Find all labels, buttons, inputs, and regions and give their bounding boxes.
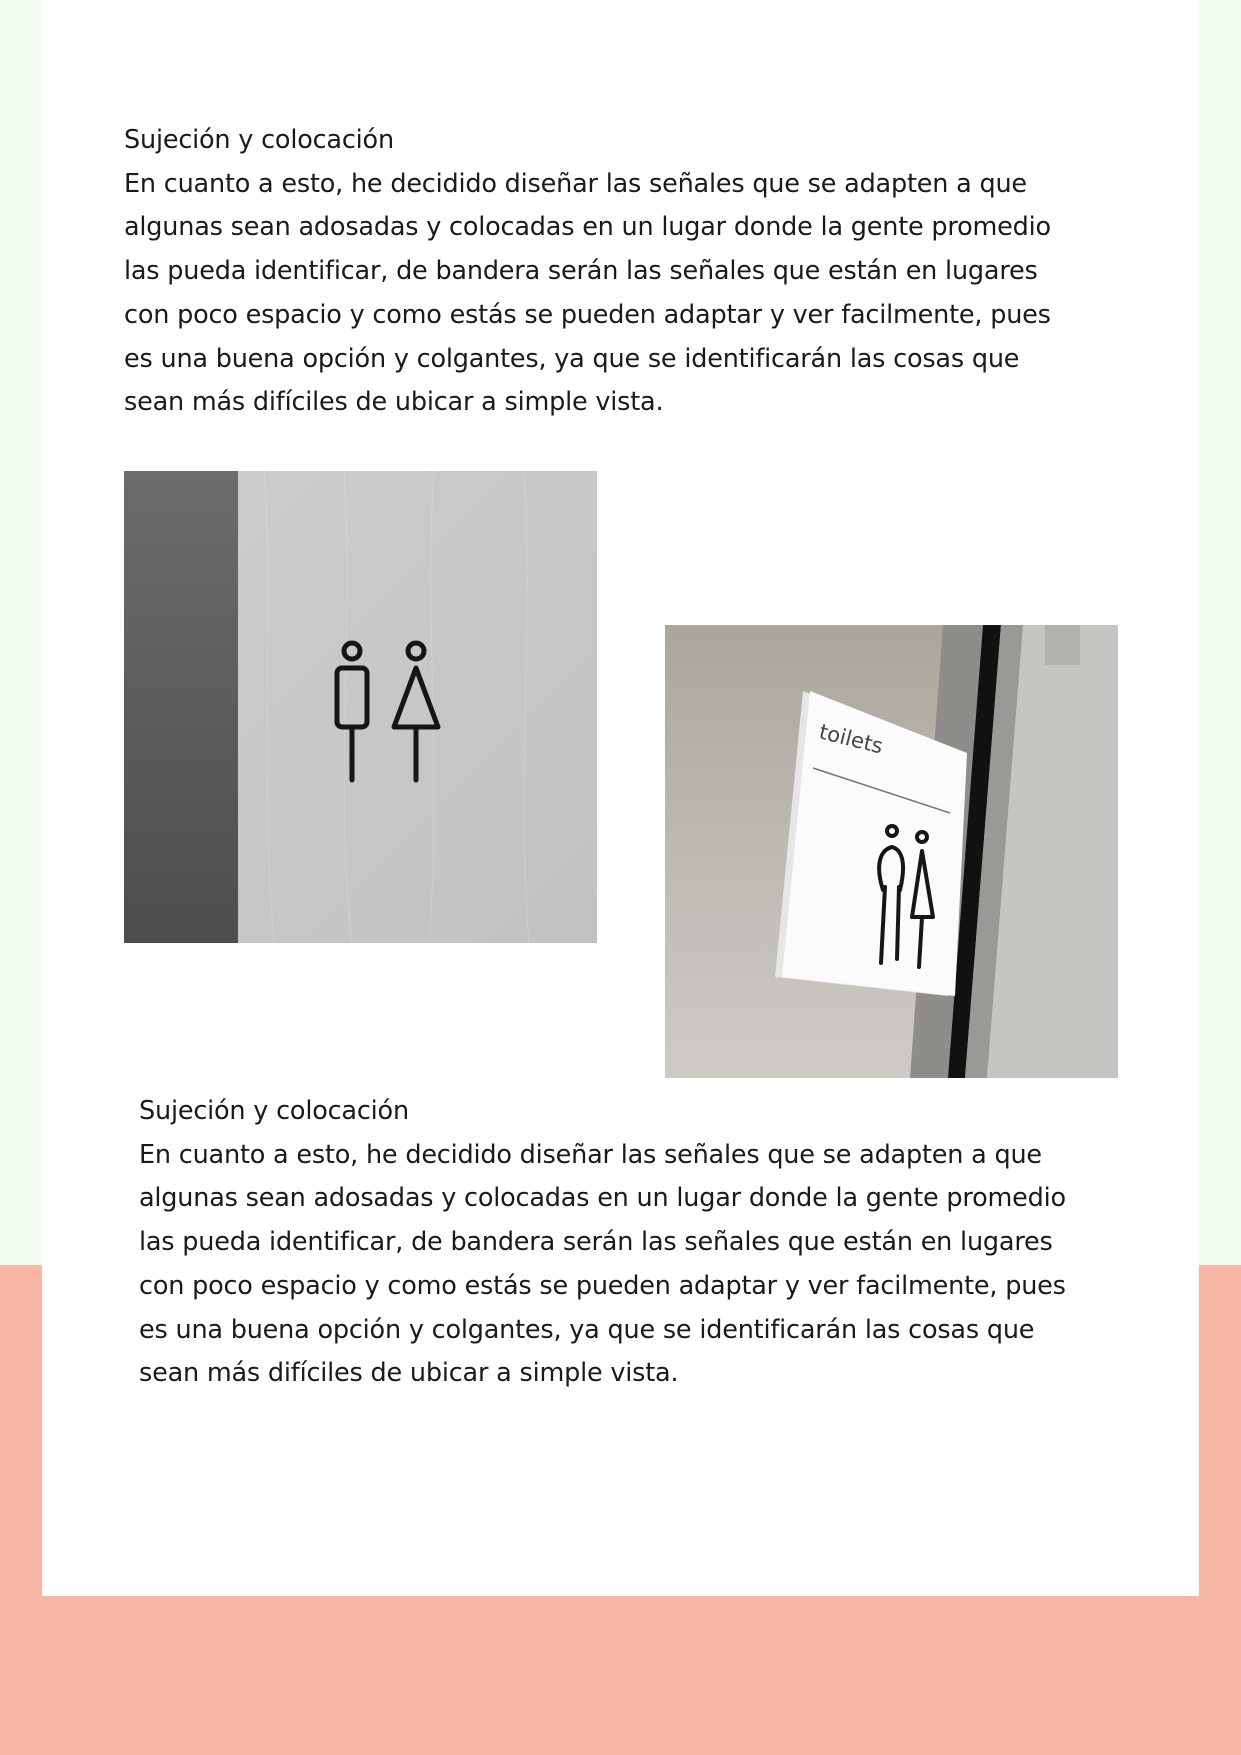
paragraph-line: algunas sean adosadas y colocadas en un lugar donde la gente promedio bbox=[139, 1183, 1066, 1214]
photo-toilets-flag-sign-image bbox=[665, 625, 1118, 1078]
sign-label: toilets bbox=[816, 719, 886, 759]
text-section-bottom bbox=[139, 1090, 1149, 1396]
paragraph-line: con poco espacio y como estás se pueden adaptar y ver facilmente, pues bbox=[124, 299, 1051, 330]
paragraph-line: algunas sean adosadas y colocadas en un lugar donde la gente promedio bbox=[124, 212, 1051, 243]
paragraph-line: con poco espacio y como estás se pueden adaptar y ver facilmente, pues bbox=[139, 1270, 1066, 1301]
section-heading: Sujeción y colocación bbox=[124, 125, 394, 155]
photo-restroom-sign-wall-image bbox=[124, 471, 597, 943]
paragraph-line: En cuanto a esto, he decidido diseñar las señales que se adapten a que bbox=[124, 168, 1027, 199]
paragraph-line: las pueda identificar, de bandera serán las señales que están en lugares bbox=[124, 256, 1038, 287]
paragraph-line: las pueda identificar, de bandera serán las señales que están en lugares bbox=[139, 1227, 1053, 1258]
paragraph-line: sean más difíciles de ubicar a simple vista. bbox=[139, 1358, 679, 1389]
section-heading: Sujeción y colocación bbox=[139, 1096, 409, 1126]
paragraph-line: es una buena opción y colgantes, ya que se identificarán las cosas que bbox=[124, 343, 1020, 374]
paragraph-line: sean más difíciles de ubicar a simple vista. bbox=[124, 387, 664, 418]
text-section-top bbox=[124, 119, 1134, 425]
paragraph-line: es una buena opción y colgantes, ya que se identificarán las cosas que bbox=[139, 1314, 1035, 1345]
paragraph-line: En cuanto a esto, he decidido diseñar las señales que se adapten a que bbox=[139, 1139, 1042, 1170]
photo-restroom-sign-wall bbox=[124, 471, 597, 943]
photo-toilets-flag-sign bbox=[665, 625, 1118, 1078]
